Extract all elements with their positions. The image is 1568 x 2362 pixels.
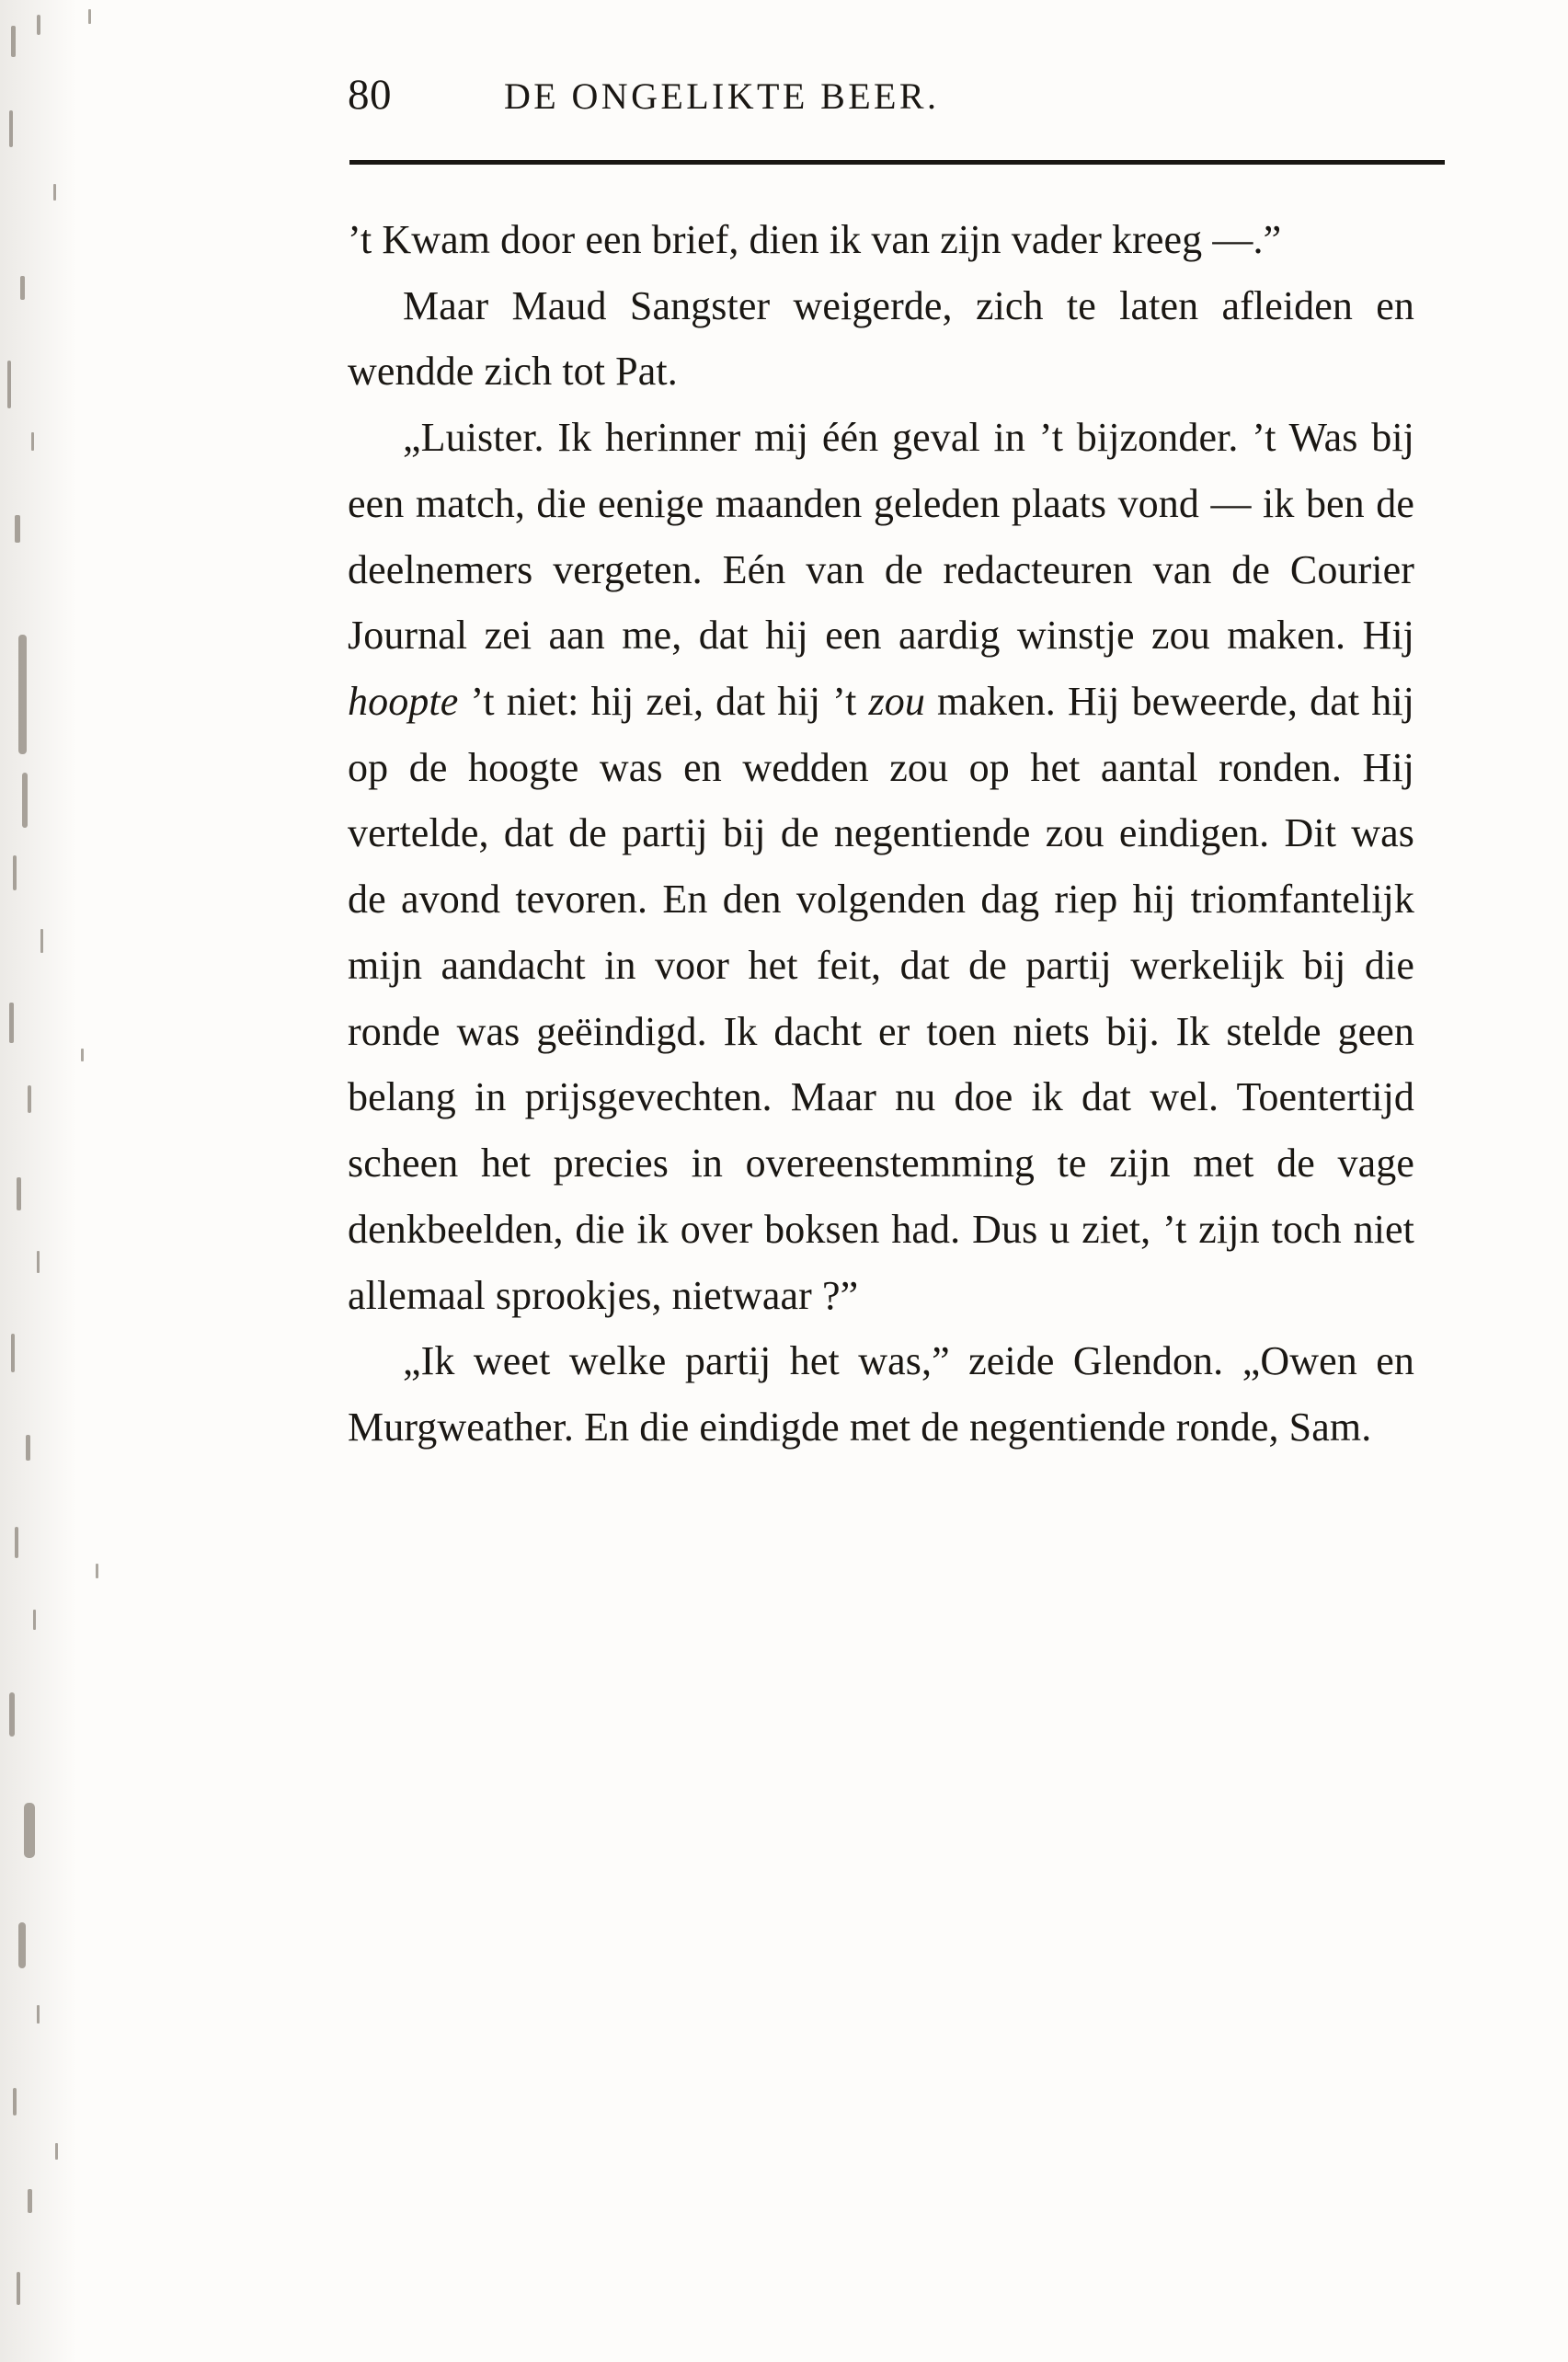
page-header (348, 71, 1451, 153)
body-paragraph (348, 273, 1414, 405)
body-paragraph (348, 207, 1414, 273)
body-paragraph (348, 405, 1414, 1328)
scan-margin-shading (0, 0, 110, 2362)
text-run: „Luister. Ik herinner mij één geval in ’t bijzonder. ’t Was bij een match, die eenige maanden geleden plaats vond — ik ben de deelnemers vergeten. Eén van de redacteuren van de Courier Journal zei aan me, dat hij een aardig winstje zou maken. Hij (348, 415, 1414, 659)
body-text (348, 207, 1414, 1461)
page-number: 80 (348, 71, 392, 119)
page-content (348, 71, 1451, 1461)
body-paragraph (348, 1328, 1414, 1460)
scan-speckle-artifacts (0, 0, 156, 2362)
emphasized-text: hoopte (348, 679, 459, 725)
running-head-title: DE ONGELIKTE BEER. (504, 75, 940, 117)
text-run: „Ik weet welke partij het was,” zeide Glendon. „Owen en Murgweather. En die eindigde met de negentiende ronde, Sam. (348, 1338, 1414, 1450)
emphasized-text: zou (868, 679, 925, 725)
text-run: ’t niet: hij zei, dat hij ’t (458, 679, 869, 725)
text-run: maken. Hij beweerde, dat hij op de hoogte was en wedden zou op het aantal ronden. Hij vertelde, dat de partij bij de negentiende zou eindigen. Dit was de avond tevoren. En den volgenden dag riep hij triomfantelijk mijn aandacht in voor het feit, dat de partij werkelijk bij die ronde was geëindigd. Ik dacht er toen niets bij. Ik stelde geen belang in prijsgevechten. Maar nu doe ik dat wel. Toentertijd scheen het precies in overeenstemming te zijn met de vage denkbeelden, die ik over boksen had. Dus u ziet, ’t zijn toch niet allemaal sprookjes, nietwaar ?” (348, 679, 1414, 1318)
text-run: ’t Kwam door een brief, dien ik van zijn vader kreeg —.” (348, 217, 1282, 262)
header-rule (349, 160, 1445, 165)
text-run: Maar Maud Sangster weigerde, zich te laten afleiden en wendde zich tot Pat. (348, 282, 1414, 395)
